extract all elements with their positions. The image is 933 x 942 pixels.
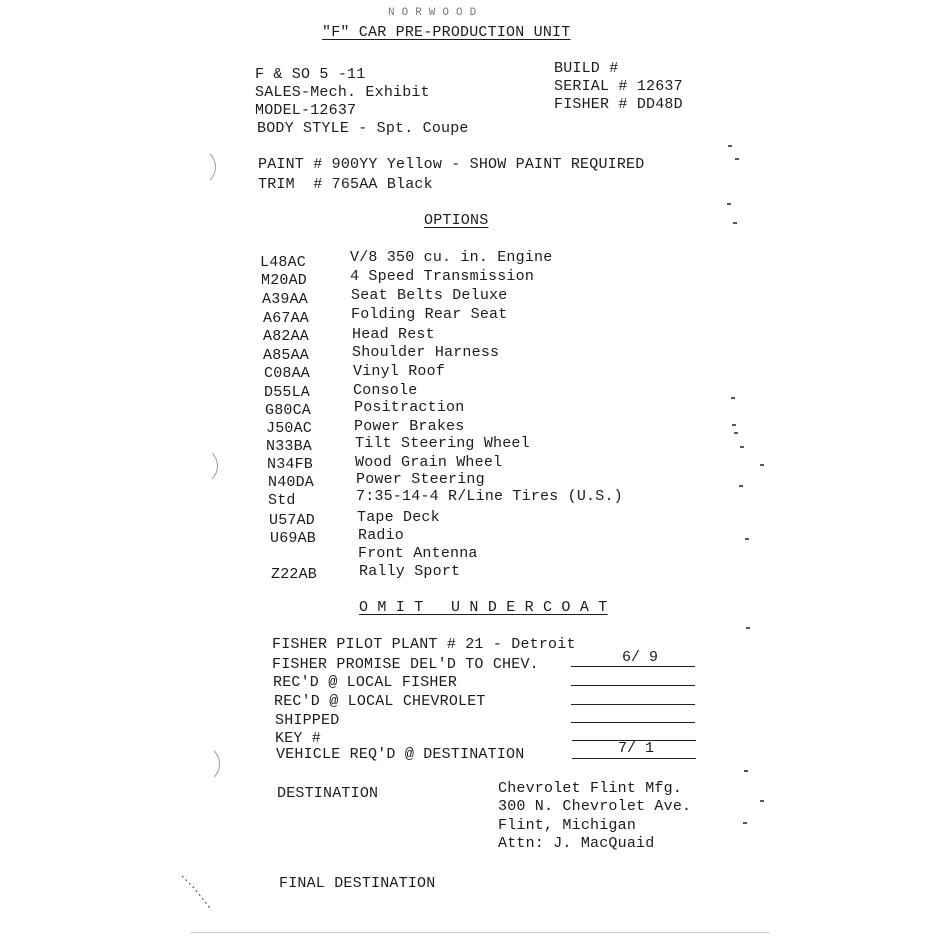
- scan-speck: [746, 627, 750, 629]
- shipped-label: SHIPPED: [275, 712, 340, 729]
- option-code: N34FB: [267, 456, 314, 473]
- option-code: J50AC: [266, 420, 313, 437]
- option-description: Radio: [358, 527, 405, 544]
- option-description: Power Steering: [356, 471, 485, 488]
- option-code: G80CA: [265, 402, 312, 419]
- option-description: Folding Rear Seat: [351, 306, 508, 323]
- options-heading: OPTIONS: [424, 212, 489, 229]
- option-code: Std: [268, 492, 296, 509]
- recd-local-fisher-label: REC'D @ LOCAL FISHER: [273, 674, 458, 691]
- scan-speck: [727, 203, 731, 205]
- vehicle-reqd-date: 7/ 1: [617, 740, 654, 757]
- scan-speck: [732, 424, 736, 426]
- destination-line-4: Attn: J. MacQuaid: [498, 835, 655, 852]
- option-description: Seat Belts Deluxe: [351, 287, 508, 304]
- paint-spec: PAINT # 900YY Yellow - SHOW PAINT REQUIRED: [258, 156, 645, 173]
- omit-undercoat-note: O M I T U N D E R C O A T: [359, 599, 608, 616]
- punch-hole-middle: [180, 447, 218, 485]
- page-bottom-edge: [190, 932, 770, 933]
- option-code: D55LA: [264, 384, 311, 401]
- recd-local-fisher-line: [571, 685, 695, 686]
- destination-line-3: Flint, Michigan: [498, 817, 637, 834]
- option-code: U69AB: [270, 530, 317, 547]
- option-description: Tape Deck: [357, 509, 440, 526]
- final-destination-label: FINAL DESTINATION: [279, 875, 436, 892]
- option-description: Head Rest: [352, 326, 435, 343]
- document-title: "F" CAR PRE-PRODUCTION UNIT: [322, 24, 571, 41]
- option-description: V/8 350 cu. in. Engine: [350, 249, 553, 266]
- option-description: 7:35-14-4 R/Line Tires (U.S.): [356, 488, 623, 505]
- option-code: N33BA: [266, 438, 313, 455]
- option-description: Power Brakes: [354, 418, 465, 435]
- scan-speck: [740, 446, 744, 448]
- option-description: Wood Grain Wheel: [355, 454, 503, 471]
- option-code: A67AA: [263, 310, 310, 327]
- key-number-label: KEY #: [275, 730, 322, 747]
- recd-local-chevrolet-line: [571, 704, 695, 705]
- option-code: A39AA: [262, 291, 309, 308]
- punch-hole-top: [178, 148, 216, 186]
- scan-speck: [739, 485, 743, 487]
- option-description: Shoulder Harness: [352, 344, 500, 361]
- destination-label: DESTINATION: [277, 785, 379, 802]
- scan-speck: [731, 397, 735, 399]
- build-number: BUILD #: [554, 60, 619, 77]
- option-description: Positraction: [354, 399, 465, 416]
- option-description: Vinyl Roof: [353, 363, 446, 380]
- option-description: Console: [353, 382, 418, 399]
- option-code: N40DA: [268, 474, 315, 491]
- option-description: Rally Sport: [359, 563, 461, 580]
- plant-stamp: N O R W O O D: [388, 7, 477, 16]
- option-code: M20AD: [261, 272, 308, 289]
- option-code: U57AD: [269, 512, 316, 529]
- sales-purpose: SALES-Mech. Exhibit: [255, 84, 430, 101]
- scan-scratch: [180, 872, 214, 912]
- scan-speck: [743, 822, 747, 824]
- destination-line-2: 300 N. Chevrolet Ave.: [498, 798, 692, 815]
- scan-speck: [734, 432, 738, 434]
- scan-speck: [744, 770, 748, 772]
- shipped-line: [571, 722, 695, 723]
- scan-speck: [760, 800, 764, 802]
- body-style: BODY STYLE - Spt. Coupe: [257, 120, 469, 137]
- fisher-promise-line: [571, 666, 695, 667]
- vehicle-reqd-label: VEHICLE REQ'D @ DESTINATION: [276, 746, 525, 763]
- fisher-promise-label: FISHER PROMISE DEL'D TO CHEV.: [272, 656, 539, 673]
- model-number: MODEL-12637: [255, 102, 357, 119]
- option-description: Tilt Steering Wheel: [355, 435, 530, 452]
- scan-speck: [760, 464, 764, 466]
- punch-hole-bottom: [182, 745, 220, 783]
- option-description: Front Antenna: [358, 545, 478, 562]
- serial-number: SERIAL # 12637: [554, 78, 683, 95]
- scan-speck: [745, 538, 749, 540]
- destination-line-1: Chevrolet Flint Mfg.: [498, 780, 683, 797]
- fisher-number: FISHER # DD48D: [554, 96, 683, 113]
- option-code: A85AA: [263, 347, 310, 364]
- option-code: C08AA: [264, 365, 311, 382]
- fisher-pilot-plant: FISHER PILOT PLANT # 21 - Detroit: [272, 636, 576, 653]
- scan-speck: [728, 145, 732, 147]
- vehicle-reqd-line: [572, 758, 696, 759]
- option-code: Z22AB: [271, 566, 318, 583]
- scan-speck: [735, 158, 739, 160]
- trim-spec: TRIM # 765AA Black: [258, 176, 433, 193]
- f-and-so-number: F & SO 5 -11: [255, 66, 366, 83]
- option-code: A82AA: [263, 328, 310, 345]
- option-description: 4 Speed Transmission: [350, 268, 535, 285]
- fisher-promise-date: 6/ 9: [621, 649, 658, 666]
- recd-local-chevrolet-label: REC'D @ LOCAL CHEVROLET: [274, 693, 486, 710]
- option-code: L48AC: [260, 254, 307, 271]
- scan-speck: [733, 222, 737, 224]
